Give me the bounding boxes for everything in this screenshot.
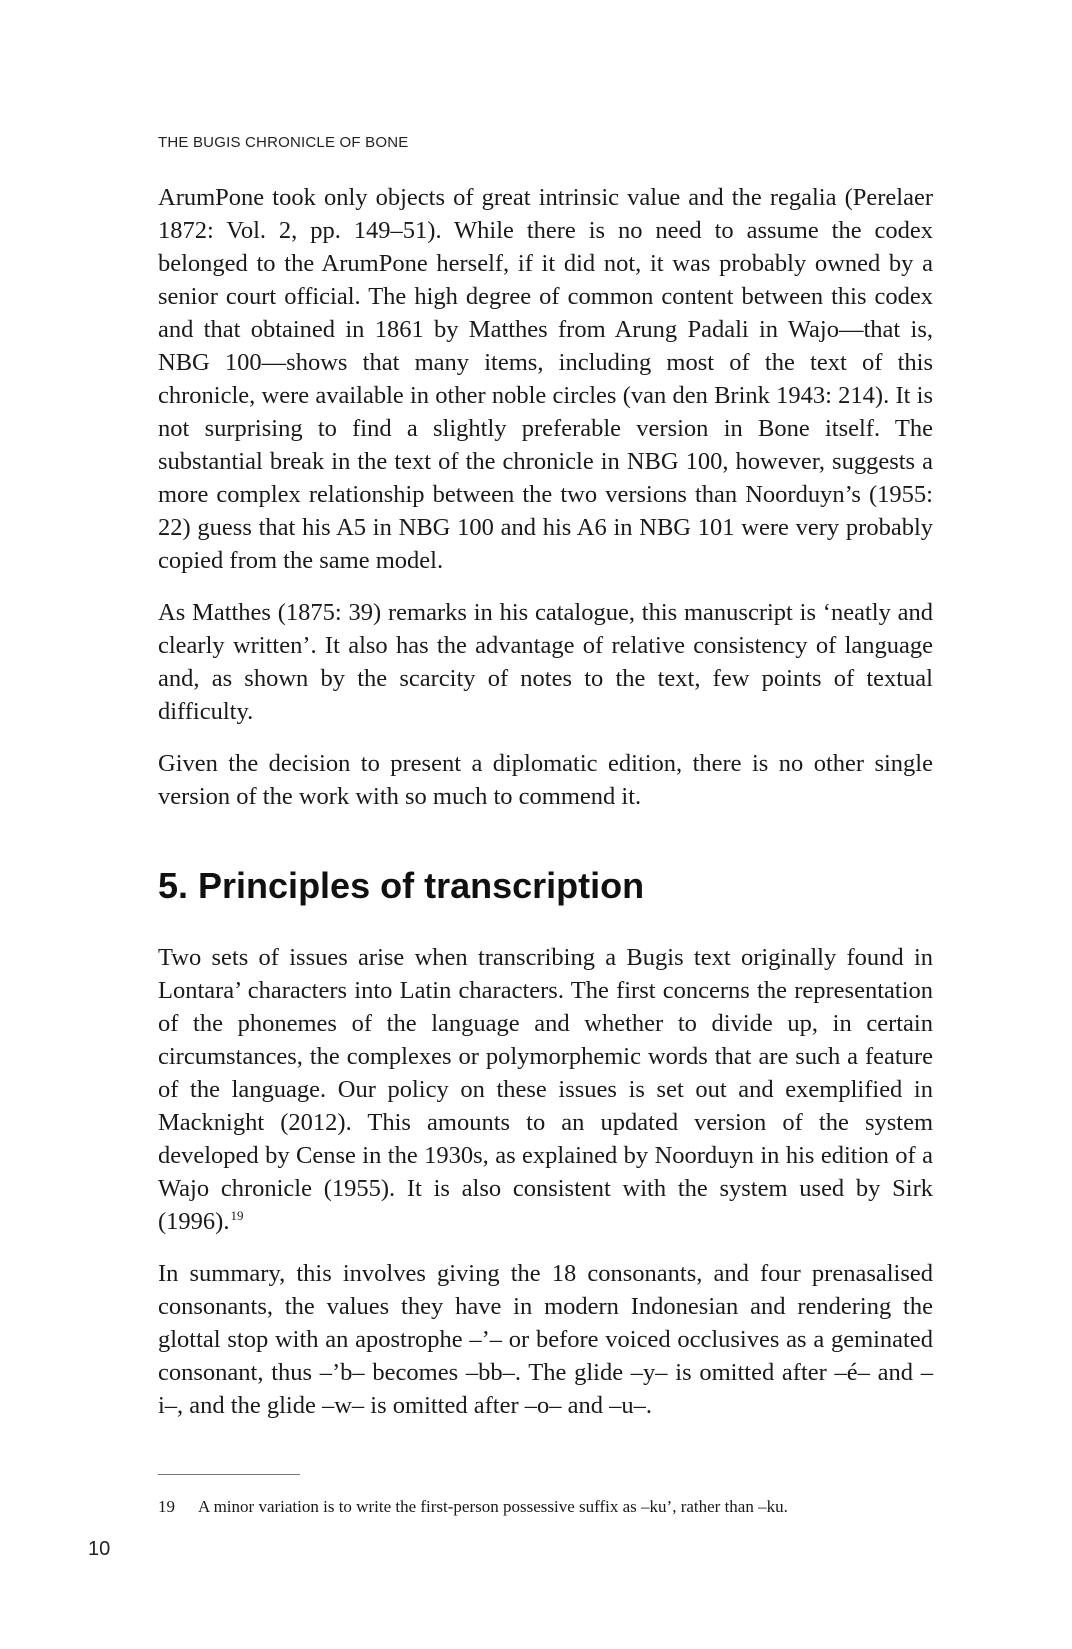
footnote	[158, 1496, 933, 1518]
page-number: 10	[88, 1538, 111, 1560]
footnote-number: 19	[158, 1497, 175, 1516]
main-text	[158, 181, 933, 1441]
paragraph-3: Given the decision to present a diplomatic edition, there is no other single version of the work with so much to commend it.	[158, 750, 933, 810]
paragraph-4	[158, 941, 933, 1238]
section-heading: 5. Principles of transcription	[158, 865, 645, 906]
running-head: THE BUGIS CHRONICLE OF BONE	[158, 134, 409, 151]
paragraph-1: ArumPone took only objects of great intrinsic value and the regalia (Perelaer 1872: Vol. 2, pp. 149–51). While there is no need to assume the codex belonged to the ArumPone herself, if it did not, it was probably owned by a senior court official. The high degree of common content between this codex and that obtained in 1861 by Matthes from Arung Padali in Wajo—that is, NBG 100—shows that many items, including most of the text of this chronicle, were available in other noble circles (van den Brink 1943: 214). It is not surprising to find a slightly preferable version in Bone itself. The substantial break in the text of the chronicle in NBG 100, however, suggests a more complex relationship between the two versions than Noorduyn’s (1955: 22) guess that his A5 in NBG 100 and his A6 in NBG 101 were very probably copied from the same model.	[158, 184, 933, 574]
paragraph-2: As Matthes (1875: 39) remarks in his catalogue, this manuscript is ‘neatly and clearly written’. It also has the advantage of relative consistency of language and, as shown by the scarcity of notes to the text, few points of textual difficulty.	[158, 599, 933, 725]
paragraph-5: In summary, this involves giving the 18 consonants, and four prenasalised consonants, the values they have in modern Indonesian and rendering the glottal stop with an apostrophe –’– or before voiced occlusives as a geminated consonant, thus –’b– becomes –bb–. The glide –y– is omitted after –é– and –i–, and the glide –w– is omitted after –o– and –u–.	[158, 1260, 933, 1419]
paragraph-4-text: Two sets of issues arise when transcribing a Bugis text originally found in Lontara’ characters into Latin characters. The first concerns the representation of the phonemes of the language and whether to divide up, in certain circumstances, the complexes or polymorphemic words that are such a feature of the language. Our policy on these issues is set out and exemplified in Macknight (2012). This amounts to an updated version of the system developed by Cense in the 1930s, as explained by Noorduyn in his edition of a Wajo chronicle (1955). It is also consistent with the system used by Sirk (1996).	[158, 944, 933, 1235]
footnote-divider	[158, 1474, 300, 1475]
footnote-text: A minor variation is to write the first-person possessive suffix as –ku’, rather than –ku.	[198, 1497, 788, 1516]
footnote-reference[interactable]: 19	[230, 1207, 244, 1223]
